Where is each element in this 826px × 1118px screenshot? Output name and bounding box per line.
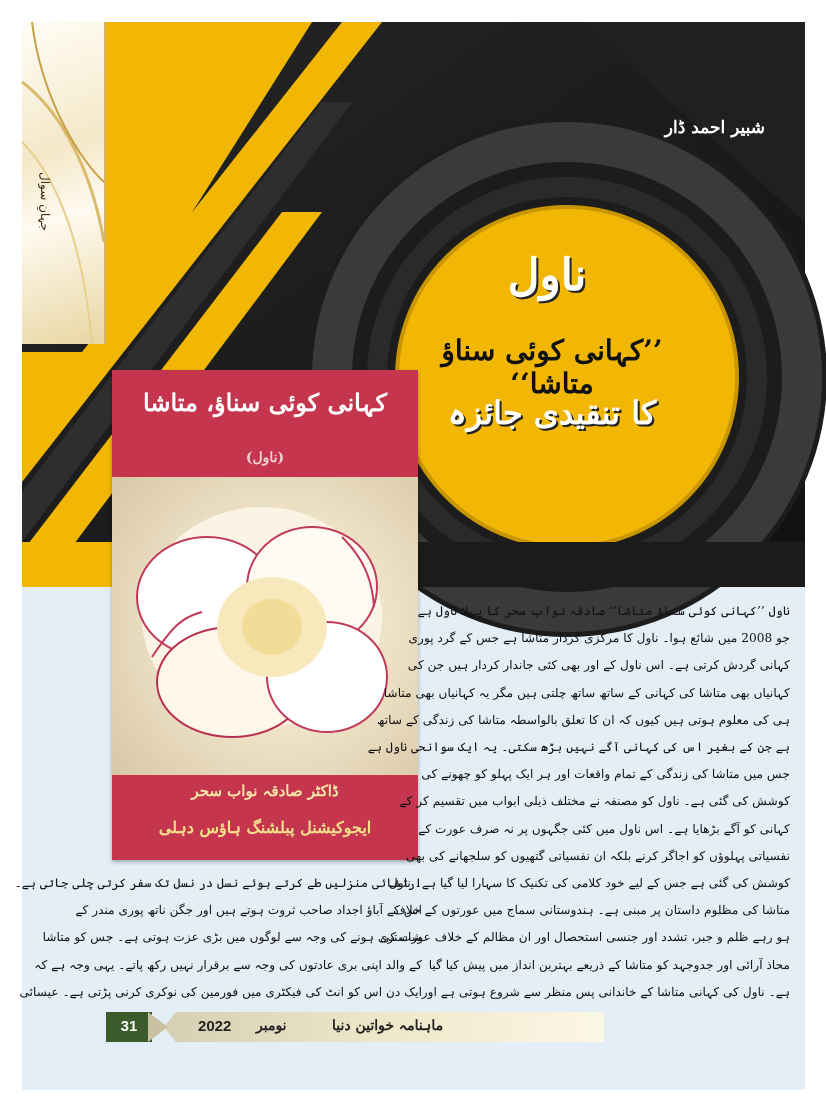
text-line: کے والد اپنی بری عادتوں کی وجہ سے برقرار نہیں رکھ پاتے۔ یہی وجہ ہے کہ (34, 957, 422, 972)
text-line: جو 2008 میں شائع ہوا۔ ناول کا مرکزی کردار متاشا ہے جس کے گرد پوری (408, 631, 790, 646)
flower-icon (112, 477, 418, 775)
text-line: ناول ’’کہانی کوئی سناؤ متاشا‘‘ صادقہ نواب سحر کا پہلا ناول ہے (417, 604, 790, 618)
page-footer (106, 1008, 606, 1046)
footer-year: 2022 (198, 1018, 232, 1035)
text-line: کہانیاں بھی متاشا کی کہانی کے ساتھ ساتھ چلتی ہیں مگر یہ کہانیاں بھی متاشا (383, 685, 790, 700)
text-line: ہے جن کے بغیر اس کی کہانی آگے نہیں بڑھ سکتی۔ یہ ایک سوانحی ناول ہے (367, 740, 790, 755)
article-left-column (14, 870, 422, 1006)
book-cover-subtitle: (ناول) (245, 450, 285, 466)
text-line: ارتقائی منزلیں طے کرتے ہوئے نسل در نسل تک سفر کرتی چلی جاتی ہے۔ (14, 876, 422, 890)
text-line: جس میں متاشا کی زندگی کے تمام واقعات اور ہر ایک پہلو کو چھونے کی (421, 767, 790, 782)
book-cover-publisher: ایجوکیشنل پبلشنگ ہاؤس دہلی (158, 818, 372, 837)
title-line-2: ’’کہانی کوئی سناؤ متاشا‘‘ (441, 334, 663, 400)
text-line: اس کے آباؤ اجداد صاحب ثروت ہوتے ہیں اور جگن ناتھ پوری مندر کے (75, 903, 422, 918)
page-number: 31 (106, 1012, 152, 1042)
title-line-1: ناول (507, 250, 587, 301)
book-cover-title: کہانی کوئی سناؤ، متاشا (143, 388, 387, 417)
gold-swirl-decoration (22, 22, 104, 344)
text-line: ہو رہے ظلم و جبر، تشدد اور جنسی استحصال اور ان مظالم کے خلاف عورت کی (380, 930, 790, 945)
author-name: شبیر احمد ڈار (664, 118, 765, 138)
text-line: کہانی گردش کرتی ہے۔ اس ناول کے اور بھی کئی جاندار کردار ہیں جن کی (407, 658, 790, 673)
title-line-3: کا تنقیدی جائزہ (447, 394, 657, 432)
text-line: نفسیاتی پہلوؤں کو اجاگر کرنے بلکہ ان نفسیاتی گتھیوں کو سلجھانے کی بھی (405, 848, 790, 863)
text-line: شاستری ہونے کی وجہ سے لوگوں میں بڑی عزت ہوتی ہے۔ جس کو متاشا (42, 930, 422, 945)
text-line: ہے۔ ناول کی کہانی متاشا کے خاندانی پس منظر سے شروع ہوتی ہے اور (421, 984, 790, 999)
text-line: ہی کی معلوم ہوتی ہیں کیوں کہ ان کا تعلق بالواسطہ متاشا کی زندگی کے ساتھ (377, 712, 790, 727)
magazine-page (14, 22, 805, 1090)
book-cover-author: ڈاکٹر صادقہ نواب سحر (191, 782, 339, 800)
text-line: کوشش کی گئی ہے۔ ناول کو مصنفہ نے مختلف ذیلی ابواب میں تقسیم کر کے (399, 794, 790, 809)
book-cover-flower-photo (112, 477, 418, 775)
text-line: ایک دن اس کو انٹ کی فیکٹری میں فورمین کی نوکری کرنی پڑتی ہے۔ عیسائی (19, 984, 422, 999)
book-cover (112, 370, 418, 860)
magazine-name: ماہنامہ خواتین دنیا (332, 1018, 444, 1034)
page-arrow-icon (148, 1012, 168, 1042)
section-label-strip (22, 22, 106, 344)
text-line: محاذ آرائی اور جدوجہد کو متاشا کے ذریعے بہترین انداز میں پیش کیا گیا (428, 957, 790, 972)
text-line: کہانی کو آگے بڑھایا ہے۔ اس ناول میں کئی جگہوں پر نہ صرف عورت کے (418, 821, 790, 836)
article-right-column (367, 598, 790, 1006)
text-line: متاشا کی مظلوم داستان پر مبنی ہے۔ ہندوستانی سماج میں عورتوں کے خلاف (393, 903, 790, 918)
text-line: کوشش کی گئی ہے جس کے لیے خود کلامی کی تکنیک کا سہارا لیا گیا ہے۔ ناول (388, 876, 790, 891)
footer-month: نومبر (256, 1018, 287, 1034)
section-label: جہانِ سوال (38, 172, 52, 232)
